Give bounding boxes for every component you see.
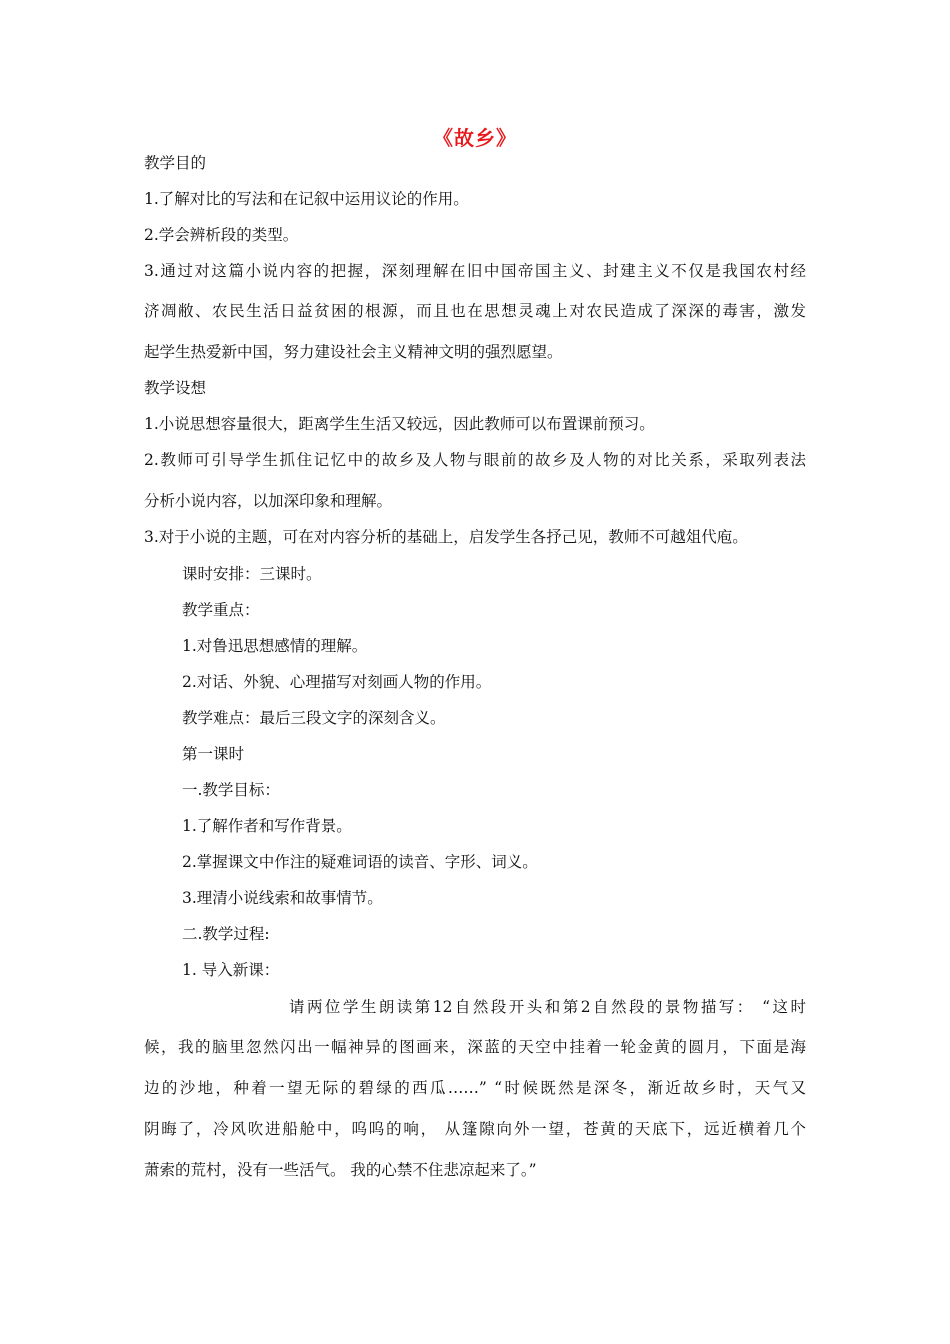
section-heading-design: 教学设想 <box>144 379 207 397</box>
paragraph-line: 济凋敝、农民生活日益贫困的根源，而且也在思想灵魂上对农民造成了深深的毒害，激发 <box>144 302 806 320</box>
paragraph-line: 边的沙地，种着一望无际的碧绿的西瓜……” “时候既然是深冬，渐近故乡时，天气又 <box>144 1079 806 1097</box>
design-item: 3.对于小说的主题，可在对内容分析的基础上，启发学生各抒己见，教师不可越俎代庖。 <box>144 528 748 546</box>
key-points-heading: 教学重点： <box>182 601 260 619</box>
lesson-heading: 第一课时 <box>182 745 245 763</box>
schedule-line: 课时安排：三课时。 <box>182 565 322 583</box>
process-step: 1. 导入新课： <box>182 961 280 979</box>
key-point-item: 1.对鲁迅思想感情的理解。 <box>182 637 368 655</box>
goal-item: 2.掌握课文中作注的疑难词语的读音、字形、词义。 <box>182 853 538 871</box>
paragraph-line: 阴晦了，冷风吹进船舱中，呜呜的响， 从篷隙向外一望，苍黄的天底下，远近横着几个 <box>144 1120 806 1138</box>
design-item: 1.小说思想容量很大，距离学生生活又较远，因此教师可以布置课前预习。 <box>144 415 655 433</box>
paragraph-line: 分析小说内容，以加深印象和理解。 <box>144 492 393 510</box>
paragraph-line: 请两位学生朗读第12自然段开头和第2自然段的景物描写： “这时 <box>289 998 806 1016</box>
difficulty-line: 教学难点：最后三段文字的深刻含义。 <box>182 709 446 727</box>
subsection-heading: 二.教学过程: <box>182 925 270 943</box>
objective-item: 1.了解对比的写法和在记叙中运用议论的作用。 <box>144 190 469 208</box>
objective-item: 3.通过对这篇小说内容的把握，深刻理解在旧中国帝国主义、封建主义不仅是我国农村经 <box>144 262 806 280</box>
design-item: 2.教师可引导学生抓住记忆中的故乡及人物与眼前的故乡及人物的对比关系，采取列表法 <box>144 451 806 469</box>
key-point-item: 2.对话、外貌、心理描写对刻画人物的作用。 <box>182 673 492 691</box>
section-heading-objectives: 教学目的 <box>144 154 207 172</box>
goal-item: 3.理清小说线索和故事情节。 <box>182 889 383 907</box>
paragraph-line: 候，我的脑里忽然闪出一幅神异的图画来，深蓝的天空中挂着一轮金黄的圆月，下面是海 <box>144 1038 806 1056</box>
subsection-heading: 一.教学目标： <box>182 781 280 799</box>
document-title: 《故乡》 <box>433 126 517 150</box>
paragraph-line: 萧索的荒村，没有一些活气。 我的心禁不住悲凉起来了。” <box>144 1161 537 1179</box>
paragraph-line: 起学生热爱新中国，努力建设社会主义精神文明的强烈愿望。 <box>144 343 563 361</box>
objective-item: 2.学会辨析段的类型。 <box>144 226 299 244</box>
goal-item: 1.了解作者和写作背景。 <box>182 817 352 835</box>
